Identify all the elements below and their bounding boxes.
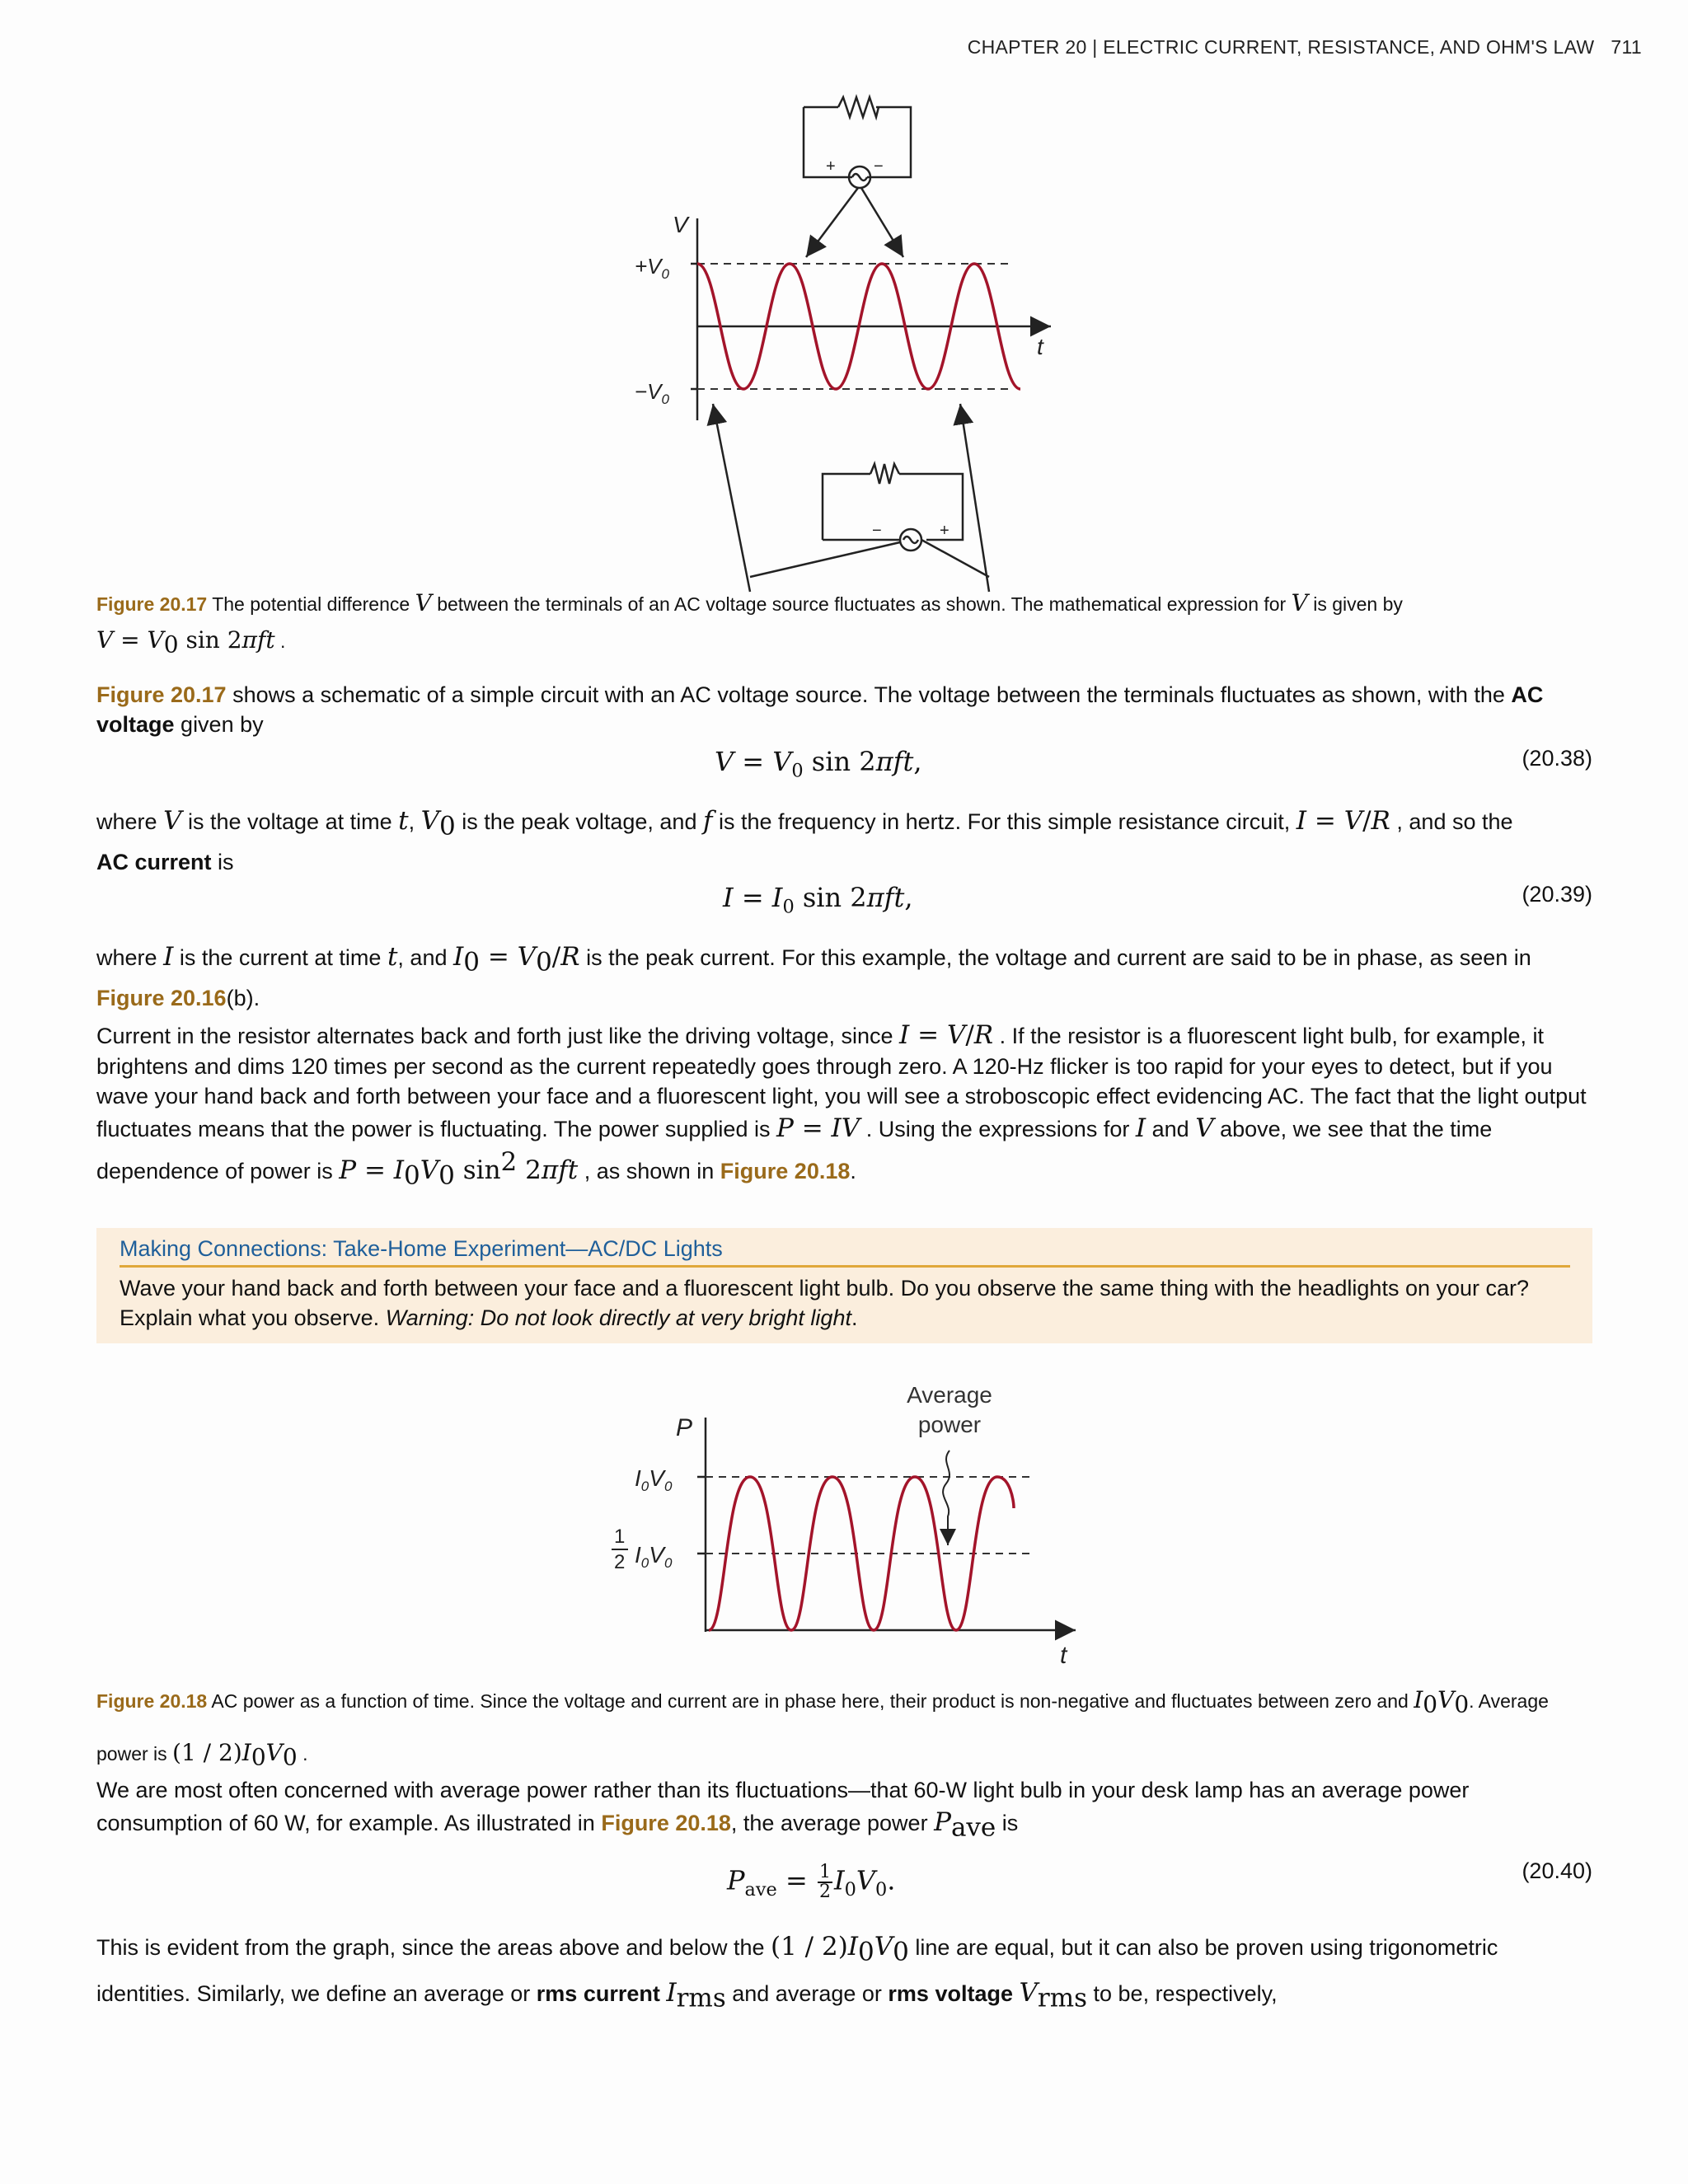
v-axis-label: V (673, 212, 688, 237)
average-power-pointer (943, 1451, 950, 1545)
half-numerator: 1 (614, 1526, 626, 1548)
average-power-label-line2: power (917, 1412, 982, 1437)
figure-link[interactable]: Figure 20.18 (601, 1810, 731, 1835)
plus-sign-top: + (826, 157, 836, 176)
half-denominator: 2 (614, 1551, 626, 1573)
figure-link[interactable]: Figure 20.16 (96, 986, 227, 1011)
figure-20-18-caption: Figure 20.18 AC power as a function of time. Since the voltage and current are in phase here, their product is non-negative and fluctuates between zero and $I_0V_0$. Average power is $(1 / 2)I_0V_0$ . (96, 1686, 1549, 1771)
svg-text:+V0: $+V_0$ (635, 254, 669, 282)
plus-sign-bottom: + (940, 522, 950, 540)
paragraph-current-definition: where I is the current at time t, and $I_0 = V_0/R$ is the peak current. For this example, the voltage and current are said to be in phase, as seen in Figure 20.16(b). (96, 942, 1531, 1011)
equation-number: (20.39) (1522, 882, 1592, 907)
t-axis-label: t (1037, 334, 1043, 359)
paragraph-voltage-definition: where V is the voltage at time t, $V_0$ is the peak voltage, and f is the frequency in hertz. For this simple resistance circuit, I = V/R , and so the AC current is (96, 806, 1513, 875)
i0v0-label: $I_0V_0$ (635, 1465, 673, 1494)
box-text: Wave your hand back and forth between your face and a fluorescent light bulb. Do you observe the same thing with the headlights on your car? Explain what you observe. Warning: Do not look directly at very bright light. (120, 1276, 1530, 1330)
figure-label: Figure 20.18 (96, 1690, 208, 1712)
warning-text: Warning: Do not look directly at very bright light (385, 1305, 851, 1330)
paragraph-rms-intro: This is evident from the graph, since the areas above and below the $(1 / 2)I_0V_0$ line are equal, but it can also be proven using trigonometric identities. Similarly, we define an average or rms current $I_{rms}$ and average or rms voltage $V_{rms}$ to be, respectively, (96, 1932, 1498, 2013)
figure-link[interactable]: Figure 20.17 (96, 682, 227, 707)
paragraph-intro: Figure 20.17 shows a schematic of a simple circuit with an AC voltage source. The voltage between the terminals fluctuates as shown, with the AC voltage given by (96, 682, 1544, 737)
minus-v0-label: −V (635, 379, 662, 404)
minus-sign-bottom: − (872, 522, 882, 540)
figure-20-18-graph (593, 1368, 1104, 1673)
equation-number: (20.38) (1522, 746, 1592, 771)
plus-v0-label: +V (635, 254, 662, 279)
resistor-symbol (838, 97, 879, 117)
figure-20-17-caption: Figure 20.17 The potential difference V between the terminals of an AC voltage source fluctuates as shown. The mathematical expression for V is given by $V = V_0$ sin 2πft . (96, 589, 1403, 658)
p-axis-label: P (676, 1414, 693, 1441)
figure-label: Figure 20.17 (96, 593, 208, 615)
paragraph-average-power: We are most often concerned with average power rather than its fluctuations—that 60-W light bulb in your desk lamp has an average power consumption of 60 W, for example. As illustrated in Figure 20.18, the average power $P_{ave}$ is (96, 1778, 1470, 1843)
average-power-label-line1: Average (907, 1382, 992, 1408)
top-circuit-schematic (804, 97, 911, 257)
take-home-experiment-box (96, 1228, 1592, 1343)
half-i0v0-label: $I_0V_0$ (635, 1542, 673, 1571)
equation-number: (20.40) (1522, 1858, 1592, 1883)
paragraph-power-fluctuation: Current in the resistor alternates back and forth just like the driving voltage, since I = V/R . If the resistor is a fluorescent light bulb, for example, it brightens and dims 120 times per second as the current repeatedly goes through zero. A 120-Hz flicker is too rapid for your eyes to detect, but if you wave your hand back and forth between your face and a fluorescent light, you will see a stroboscopic effect evidencing AC. The fact that the light output fluctuates means that the power is fluctuating. The power supplied is P = IV . Using the expressions for I and V above, we see that the time dependence of power is $P = I_0V_0$ $\sin^2 2\pi ft$ , as shown in Figure 20.18. (96, 1020, 1587, 1191)
t-axis-label: t (1060, 1642, 1067, 1669)
running-header (968, 36, 1642, 59)
running-title: CHAPTER 20 | ELECTRIC CURRENT, RESISTANCE, AND OHM'S LAW (967, 36, 1595, 58)
minus-sign-top: − (874, 157, 884, 176)
svg-text:−V0: $-V_0$ (635, 379, 669, 407)
caption-formula: V (96, 626, 114, 654)
page-number: 711 (1611, 36, 1642, 58)
bottom-circuit-schematic (713, 404, 989, 592)
box-title: Making Connections: Take-Home Experiment—AC/DC Lights (120, 1236, 1570, 1268)
figure-20-17-diagram (610, 82, 1104, 593)
power-sin-squared-curve (709, 1477, 1014, 1630)
figure-link[interactable]: Figure 20.18 (720, 1159, 851, 1184)
